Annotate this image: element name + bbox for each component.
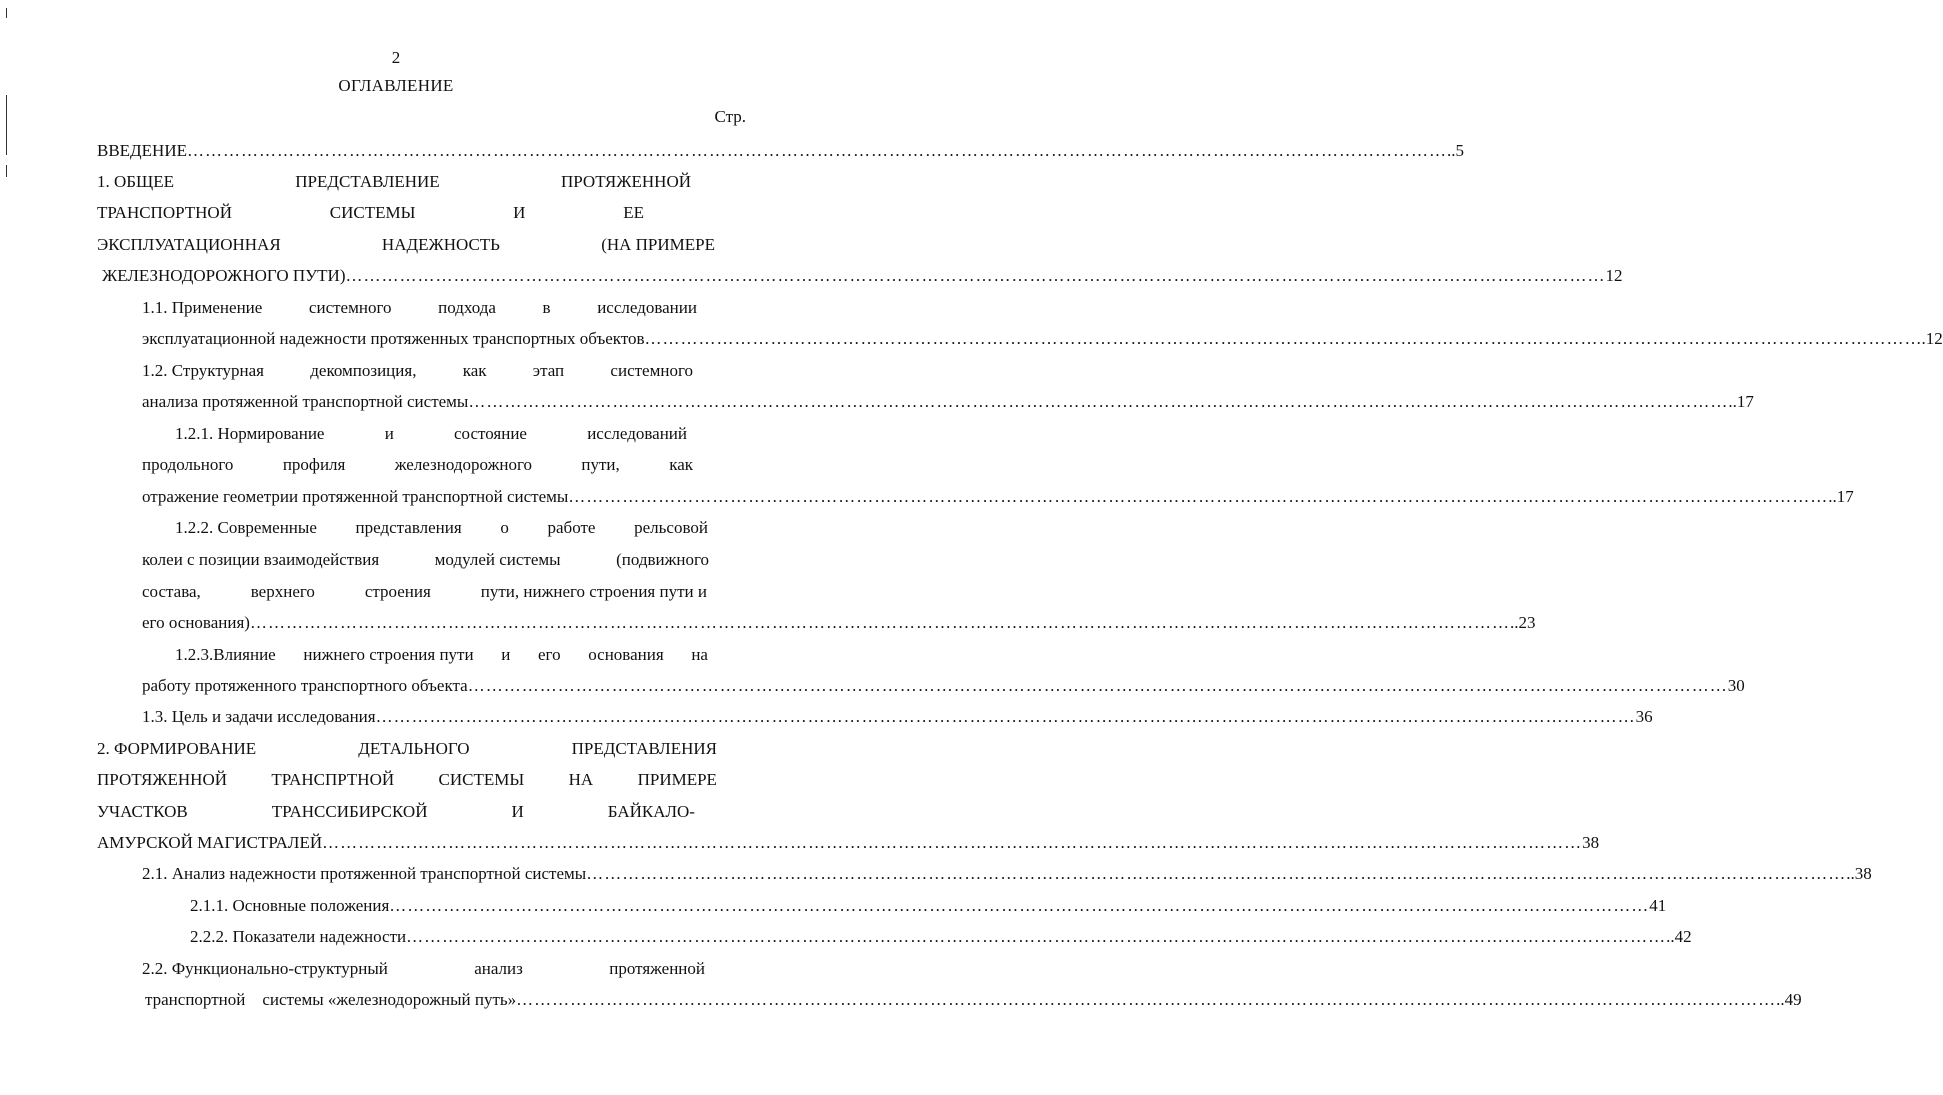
toc-entry-text: работу протяженного транспортного объекта bbox=[142, 676, 468, 695]
toc-word: модулей системы bbox=[434, 550, 561, 569]
toc-word: его bbox=[537, 645, 561, 664]
toc-entry-text: 2.2.2. Показатели надежности bbox=[190, 927, 407, 946]
toc-word: профиля bbox=[282, 455, 346, 474]
toc-entry-s1-2-2-line2[interactable] bbox=[142, 548, 709, 572]
toc-word: ПРЕДСТАВЛЕНИЯ bbox=[571, 739, 717, 758]
toc-entry-s1-2-3-line2[interactable] bbox=[142, 674, 1745, 698]
toc-word: 1.2. Структурная bbox=[142, 361, 264, 380]
toc-entry-s1-2-1-line2[interactable] bbox=[142, 453, 693, 477]
toc-entry-text: 2.1. Анализ надежности протяженной транспортной системы bbox=[142, 864, 587, 883]
toc-entry-s1-2-2-line3[interactable] bbox=[142, 580, 707, 604]
toc-entry-s1-2-line1[interactable] bbox=[142, 359, 693, 383]
toc-leader: ………………………………………………………………………………………………………………………………………………………………………………………… bbox=[568, 487, 1829, 506]
toc-entry-s1-line3[interactable] bbox=[97, 233, 715, 257]
toc-entry-text: ВВЕДЕНИЕ bbox=[97, 141, 187, 160]
toc-word: представления bbox=[355, 518, 462, 537]
toc-entry-s2-2-2[interactable] bbox=[190, 925, 1692, 949]
toc-word: состава, bbox=[142, 582, 201, 601]
toc-word: колеи с позиции взаимодействия bbox=[142, 550, 380, 569]
toc-word: ДЕТАЛЬНОГО bbox=[358, 739, 470, 758]
toc-word: работе bbox=[547, 518, 596, 537]
toc-entry-s1-line4[interactable] bbox=[102, 264, 1623, 288]
toc-word: 2.2. Функционально-структурный bbox=[142, 959, 388, 978]
toc-word: и bbox=[501, 645, 511, 664]
toc-entry-s2-line2[interactable] bbox=[97, 768, 717, 792]
toc-page-number: 12 bbox=[1605, 266, 1623, 285]
toc-entry-intro[interactable] bbox=[97, 139, 1464, 163]
toc-entry-s1-line1[interactable] bbox=[97, 170, 691, 194]
toc-entry-text: 1.3. Цель и задачи исследования bbox=[142, 707, 376, 726]
toc-page-number: ..38 bbox=[1846, 864, 1872, 883]
toc-leader: ………………………………………………………………………………………………………………………………………………………………………………………… bbox=[375, 707, 1636, 726]
page-title: ОГЛАВЛЕНИЕ bbox=[338, 76, 454, 95]
toc-entry-s1-2-line2[interactable] bbox=[142, 390, 1754, 414]
toc-word: исследовании bbox=[597, 298, 697, 317]
toc-page-number: ….12 bbox=[1904, 329, 1943, 348]
toc-word: НА bbox=[568, 770, 594, 789]
toc-page-number: 41 bbox=[1649, 896, 1667, 915]
page-column-label: Стр. bbox=[714, 107, 746, 126]
toc-word: системного bbox=[308, 298, 392, 317]
toc-entry-s1-2-1-line1[interactable] bbox=[175, 422, 687, 446]
toc-entry-text: 2.1.1. Основные положения bbox=[190, 896, 390, 915]
toc-leader: ………………………………………………………………………………………………………………………………………………………………………………………… bbox=[322, 833, 1583, 852]
toc-word: 1.1. Применение bbox=[142, 298, 263, 317]
toc-word: 1. ОБЩЕЕ bbox=[97, 172, 174, 191]
toc-entry-s2-2-line2[interactable] bbox=[145, 988, 1802, 1012]
toc-word: исследований bbox=[587, 424, 687, 443]
toc-word: системного bbox=[610, 361, 693, 380]
toc-word: СИСТЕМЫ bbox=[438, 770, 525, 789]
toc-word: основания bbox=[588, 645, 664, 664]
toc-word: БАЙКАЛО- bbox=[607, 802, 695, 821]
toc-word: ЭКСПЛУАТАЦИОННАЯ bbox=[97, 235, 281, 254]
scan-mark bbox=[6, 165, 7, 177]
toc-word: как bbox=[462, 361, 487, 380]
toc-word: пути, нижнего строения пути и bbox=[480, 582, 707, 601]
toc-word: продольного bbox=[142, 455, 234, 474]
toc-word: 1.2.3.Влияние bbox=[175, 645, 276, 664]
toc-entry-s1-line2[interactable] bbox=[97, 201, 644, 225]
toc-word: о bbox=[500, 518, 509, 537]
toc-entry-s2-2-line1[interactable] bbox=[142, 957, 705, 981]
toc-word: рельсовой bbox=[634, 518, 708, 537]
toc-word: ТРАНСПРТНОЙ bbox=[271, 770, 395, 789]
toc-word: нижнего строения пути bbox=[303, 645, 474, 664]
toc-page-number: ..5 bbox=[1446, 141, 1464, 160]
toc-page-number: 30 bbox=[1727, 676, 1745, 695]
toc-leader: ………………………………………………………………………………………………………………………………………………………………………………………… bbox=[345, 266, 1606, 285]
toc-page-number: 38 bbox=[1582, 833, 1600, 852]
toc-entry-s2-line4[interactable] bbox=[97, 831, 1600, 855]
toc-entry-s1-2-1-line3[interactable] bbox=[142, 485, 1854, 509]
toc-word: на bbox=[691, 645, 708, 664]
toc-word: в bbox=[542, 298, 551, 317]
toc-word: ПРЕДСТАВЛЕНИЕ bbox=[295, 172, 440, 191]
toc-word: СИСТЕМЫ bbox=[329, 203, 416, 222]
toc-entry-s2-1[interactable] bbox=[142, 862, 1872, 886]
toc-leader: ………………………………………………………………………………………………………………………………………………………………………………………… bbox=[467, 676, 1728, 695]
toc-word: и bbox=[384, 424, 394, 443]
scan-mark bbox=[6, 95, 7, 155]
toc-entry-text: транспортной системы «железнодорожный путь» bbox=[145, 990, 517, 1009]
toc-word: ПРОТЯЖЕННОЙ bbox=[97, 770, 228, 789]
toc-entry-s1-3[interactable] bbox=[142, 705, 1653, 729]
toc-word: как bbox=[669, 455, 693, 474]
toc-word: УЧАСТКОВ bbox=[97, 802, 188, 821]
toc-page-number: ..17 bbox=[1828, 487, 1854, 506]
page-number: 2 bbox=[391, 48, 401, 67]
toc-entry-s1-2-2-line1[interactable] bbox=[175, 516, 708, 540]
toc-word: 1.2.2. Современные bbox=[175, 518, 317, 537]
toc-word: анализ bbox=[474, 959, 523, 978]
toc-page-number: 36 bbox=[1635, 707, 1653, 726]
toc-word: состояние bbox=[454, 424, 527, 443]
toc-entry-s1-1-line2[interactable] bbox=[142, 327, 1943, 351]
scan-mark bbox=[6, 8, 7, 18]
toc-leader: ………………………………………………………………………………………………………………………………………………………………………………………… bbox=[586, 864, 1847, 883]
toc-word: железнодорожного bbox=[394, 455, 532, 474]
toc-word: (подвижного bbox=[616, 550, 709, 569]
toc-word: подхода bbox=[438, 298, 496, 317]
toc-leader: ………………………………………………………………………………………………………………………………………………………………………………………… bbox=[389, 896, 1650, 915]
toc-entry-s1-1-line1[interactable] bbox=[142, 296, 697, 320]
toc-word: ПРИМЕРЕ bbox=[637, 770, 717, 789]
toc-entry-s2-line3[interactable] bbox=[97, 800, 695, 824]
toc-word: ТРАНСПОРТНОЙ bbox=[97, 203, 232, 222]
toc-entry-s1-2-3-line1[interactable] bbox=[175, 643, 708, 667]
toc-entry-s2-line1[interactable] bbox=[97, 737, 717, 761]
toc-leader: ………………………………………………………………………………………………………………………………………………………………………………………… bbox=[516, 990, 1777, 1009]
toc-page-number: ..49 bbox=[1776, 990, 1802, 1009]
toc-word: 1.2.1. Нормирование bbox=[175, 424, 325, 443]
toc-word: ТРАНССИБИРСКОЙ bbox=[271, 802, 428, 821]
toc-entry-s1-2-2-line4[interactable] bbox=[142, 611, 1536, 635]
toc-leader: ………………………………………………………………………………………………………………………………………………………………………………………… bbox=[186, 141, 1447, 160]
toc-entry-text: эксплуатационной надежности протяженных транспортных объектов bbox=[142, 329, 645, 348]
toc-word: 2. ФОРМИРОВАНИЕ bbox=[97, 739, 257, 758]
toc-entry-text: АМУРСКОЙ МАГИСТРАЛЕЙ bbox=[97, 833, 323, 852]
toc-entry-text: его основания) bbox=[142, 613, 250, 632]
toc-entry-s2-1-1[interactable] bbox=[190, 894, 1667, 918]
toc-leader: ………………………………………………………………………………………………………………………………………………………………………………………… bbox=[406, 927, 1667, 946]
toc-word: верхнего bbox=[250, 582, 315, 601]
toc-entry-text: отражение геометрии протяженной транспортной системы bbox=[142, 487, 569, 506]
toc-entry-text: ЖЕЛЕЗНОДОРОЖНОГО ПУТИ) bbox=[102, 266, 346, 285]
toc-page-number: ..23 bbox=[1509, 613, 1536, 632]
toc-word: ЕЕ bbox=[623, 203, 644, 222]
toc-word: декомпозиция, bbox=[310, 361, 417, 380]
toc-page-number: ..17 bbox=[1728, 392, 1754, 411]
toc-word: этап bbox=[532, 361, 565, 380]
toc-word: протяженной bbox=[609, 959, 705, 978]
toc-page-number: ..42 bbox=[1666, 927, 1692, 946]
toc-leader: ………………………………………………………………………………………………………………………………………………………………………………………… bbox=[644, 329, 1905, 348]
toc-leader: ………………………………………………………………………………………………………………………………………………………………………………………… bbox=[249, 613, 1510, 632]
toc-word: пути, bbox=[581, 455, 620, 474]
toc-entry-text: анализа протяженной транспортной системы bbox=[142, 392, 469, 411]
toc-word: НАДЕЖНОСТЬ bbox=[381, 235, 500, 254]
toc-word: строения bbox=[364, 582, 431, 601]
toc-word: ПРОТЯЖЕННОЙ bbox=[560, 172, 691, 191]
toc-leader: ………………………………………………………………………………………………………………………………………………………………………………………… bbox=[468, 392, 1729, 411]
toc-word: И bbox=[511, 802, 524, 821]
toc-word: (НА ПРИМЕРЕ bbox=[601, 235, 715, 254]
toc-word: И bbox=[513, 203, 526, 222]
